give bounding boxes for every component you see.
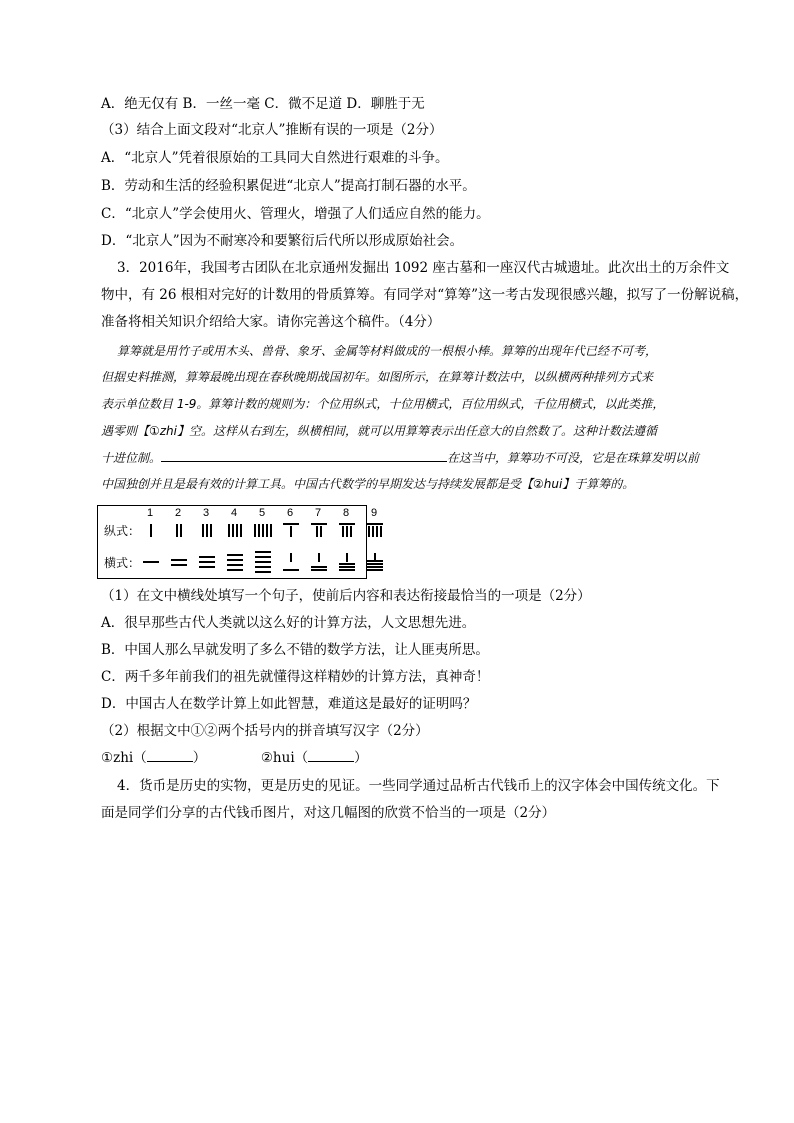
rod-stroke [367, 563, 383, 565]
horizontal-form-label: 横式： [104, 556, 141, 570]
answer-1-suffix: ） [192, 750, 207, 766]
q3-sub1-option-b: B．中国人那么早就发明了多么不错的数学方法，让人匪夷所思。 [101, 642, 489, 658]
rod-stroke [283, 569, 299, 571]
rod-stroke [339, 523, 355, 525]
rod-stroke [199, 561, 215, 563]
rod-stroke [346, 526, 348, 537]
rod-stroke [240, 524, 242, 537]
rod-stroke [311, 523, 327, 525]
horizontal-rod-8 [336, 553, 358, 571]
vertical-rod-6 [280, 522, 302, 540]
q3-sub2-stem: （2）根据文中①②两个括号内的拼音填写汉字（2分） [101, 723, 429, 739]
rod-stroke [228, 524, 230, 537]
rod-digit-header: 3 [203, 507, 210, 519]
q4-line-1: 4．货币是历史的实物，更是历史的见证。一些同学通过品析古代钱币上的汉字体会中国传统文化。下 [117, 778, 720, 794]
rod-stroke [380, 526, 382, 537]
answer-2-prefix: ②hui（ [260, 750, 309, 766]
rod-stroke [176, 524, 178, 537]
rod-stroke [227, 559, 243, 561]
rod-stroke [270, 524, 272, 537]
rod-stroke [258, 524, 260, 537]
q2-sub3-option-d: D．“北京人”因为不耐寒冷和要繁衍后代所以形成原始社会。 [101, 233, 464, 249]
rod-stroke [171, 564, 187, 566]
passage-line-2: 但据史料推测，算筹最晚出现在春秋晚期战国初年。如图所示，在算筹计数法中，以纵横两种排列方式来 [101, 370, 654, 384]
answer-2-suffix: ） [354, 750, 368, 766]
rod-stroke [232, 524, 234, 537]
rod-stroke [350, 526, 352, 537]
rod-digit-header: 5 [259, 507, 266, 519]
rod-stroke [143, 561, 159, 563]
horizontal-rod-5 [252, 553, 274, 571]
q3-intro-line-2: 物中，有 26 根相对完好的计数用的骨质算筹。有同学对“算筹”这一考古发现很感兴趣，拟写了一份解说稿， [101, 287, 749, 303]
vertical-form-label: 纵式： [104, 524, 141, 538]
q2-sub3-option-a: A．“北京人”凭着很原始的工具同大自然进行艰难的斗争。 [101, 150, 449, 166]
rod-stroke [367, 523, 383, 525]
passage-line-1: 算筹就是用竹子或用木头、兽骨、象牙、金属等材料做成的一根根小棒。算筹的出现年代已经不可考， [117, 344, 658, 358]
rod-stroke [283, 523, 299, 525]
rod-stroke [367, 560, 383, 562]
rod-stroke [255, 566, 271, 568]
rod-digit-header: 8 [343, 507, 350, 519]
rod-stroke [367, 569, 383, 571]
rod-stroke [227, 564, 243, 566]
passage-line-5-start: 十进位制。 [101, 451, 162, 465]
rod-stroke [339, 563, 355, 565]
rod-stroke [376, 526, 378, 537]
rod-stroke [316, 526, 318, 537]
rod-stroke [311, 569, 327, 571]
passage-line-5 [101, 448, 699, 468]
rod-stroke [202, 524, 204, 537]
q3-sub1-option-c: C．两千多年前我们的祖先就懂得这样精妙的计算方法，真神奇！ [101, 669, 490, 685]
q3-intro-line-1: 3．2016年，我国考古团队在北京通州发掘出 1092 座古墓和一座汉代古城遗址。此次出土的万余件文 [117, 260, 730, 276]
horizontal-rod-1 [140, 553, 162, 571]
rod-stroke [180, 524, 182, 537]
passage-line-4: 遇零则【①zhi】空。这样从右到左，纵横相间，就可以用算筹表示出任意大的自然数了。这种计数法遵循 [101, 424, 658, 438]
horizontal-rod-7 [308, 553, 330, 571]
q2-sub3-option-c: C．“北京人”学会使用火、管理火，增强了人们适应自然的能力。 [101, 206, 490, 222]
q3-sub1-option-a: A．很早那些古代人类就以这么好的计算方法，人文思想先进。 [101, 615, 476, 631]
rod-stroke [255, 556, 271, 558]
q2-options-line: A．绝无仅有 B．一丝一毫 C．微不足道 D．聊胜于无 [101, 96, 425, 112]
rod-stroke [339, 566, 355, 568]
vertical-rod-1 [140, 522, 162, 540]
rod-digit-header: 1 [147, 507, 154, 519]
rod-stroke [254, 524, 256, 537]
rod-stroke [346, 553, 348, 562]
rod-stroke [318, 553, 320, 562]
q2-sub3-option-b: B．劳动和生活的经验积累促进“北京人”提高打制石器的水平。 [101, 178, 476, 194]
rod-stroke [199, 556, 215, 558]
passage-line-5-end: 在这当中，算筹功不可没，它是在珠算发明以前 [447, 451, 700, 465]
rod-stroke [372, 526, 374, 537]
vertical-rod-9 [364, 522, 386, 540]
rod-stroke [290, 526, 292, 537]
rod-stroke [368, 526, 370, 537]
rod-stroke [227, 554, 243, 556]
rod-stroke [262, 524, 264, 537]
q3-sub1-stem: （1）在文中横线处填写一个句子，使前后内容和表达衔接最恰当的一项是（2分） [101, 588, 591, 604]
rod-digit-header: 6 [287, 507, 294, 519]
q3-sub1-option-d: D．中国古人在数学计算上如此智慧，难道这是最好的证明吗？ [101, 696, 477, 712]
q4-line-2: 面是同学们分享的古代钱币图片，对这几幅图的欣赏不恰当的一项是（2分） [101, 805, 556, 821]
horizontal-rod-3 [196, 553, 218, 571]
vertical-rod-3 [196, 522, 218, 540]
q3-sub2-answers [101, 748, 368, 768]
rod-stroke [311, 566, 327, 568]
horizontal-rod-4 [224, 553, 246, 571]
horizontal-rod-6 [280, 553, 302, 571]
answer-1-blank[interactable] [147, 749, 193, 762]
rod-digit-header: 7 [315, 507, 322, 519]
rod-stroke [255, 571, 271, 573]
vertical-rod-8 [336, 522, 358, 540]
rod-stroke [266, 524, 268, 537]
counting-rods-figure [97, 505, 378, 579]
rod-stroke [367, 566, 383, 568]
q2-sub3-stem: （3）结合上面文段对“北京人”推断有误的一项是（2分） [101, 122, 443, 138]
q3-intro-line-3: 准备将相关知识介绍给大家。请你完善这个稿件。（4分） [101, 314, 441, 330]
rod-stroke [236, 524, 238, 537]
rod-stroke [255, 561, 271, 563]
horizontal-rod-2 [168, 553, 190, 571]
rod-stroke [290, 553, 292, 562]
rod-stroke [320, 526, 322, 537]
rod-stroke [171, 559, 187, 561]
rod-digit-header: 9 [371, 507, 378, 519]
vertical-rod-5 [252, 522, 274, 540]
fill-in-blank[interactable] [161, 449, 447, 462]
passage-line-6: 中国独创并且是最有效的计算工具。中国古代数学的早期发达与持续发展都是受【②hui】于算筹的。 [101, 477, 635, 491]
rod-stroke [206, 524, 208, 537]
answer-2-blank[interactable] [308, 749, 354, 762]
rod-stroke [210, 524, 212, 537]
rod-stroke [339, 569, 355, 571]
passage-line-3: 表示单位数目 1-9。算筹计数的规则为：个位用纵式，十位用横式，百位用纵式，千位用横式，以此类推， [101, 397, 665, 411]
horizontal-rod-9 [364, 553, 386, 571]
vertical-rod-7 [308, 522, 330, 540]
vertical-rod-2 [168, 522, 190, 540]
rod-stroke [150, 524, 152, 537]
rod-stroke [199, 566, 215, 568]
rod-stroke [342, 526, 344, 537]
rod-digit-header: 2 [175, 507, 182, 519]
answer-1-prefix: ①zhi（ [101, 750, 147, 766]
rod-digit-header: 4 [231, 507, 238, 519]
rod-stroke [227, 569, 243, 571]
rod-stroke [255, 551, 271, 553]
vertical-rod-4 [224, 522, 246, 540]
